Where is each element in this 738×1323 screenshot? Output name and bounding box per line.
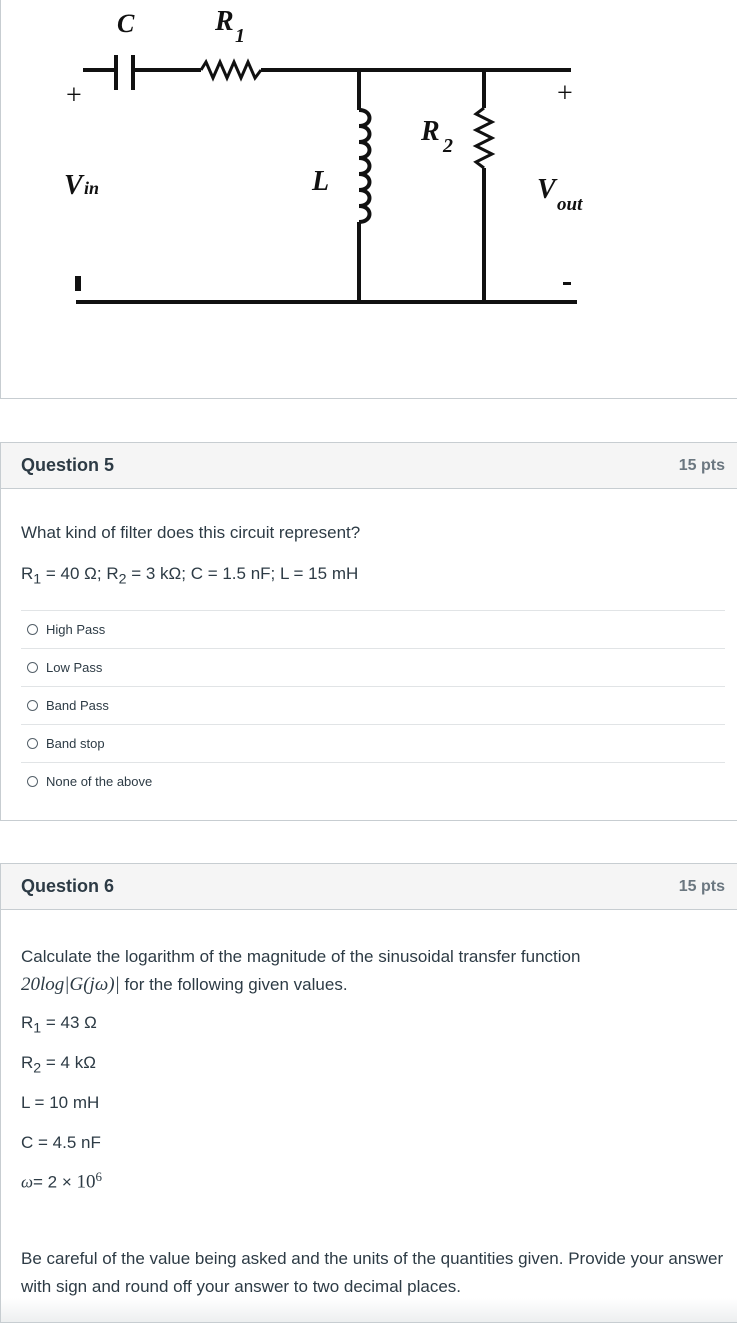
circuit-panel [0, 0, 737, 399]
inductor-l [359, 110, 370, 222]
q5-r2-label: R [106, 564, 119, 583]
radio-button[interactable] [27, 738, 38, 749]
question-5-answers [21, 610, 725, 800]
q6-omega-exp: 6 [95, 1169, 103, 1184]
label-r2: R [421, 116, 440, 147]
q6-omega-eq: = 2 × [33, 1172, 72, 1192]
label-vout: V [537, 174, 556, 205]
answer-option[interactable] [21, 762, 725, 800]
q6-prompt-line1: Calculate the logarithm of the magnitude of the sinusoidal transfer function [21, 947, 581, 966]
q6-r2-sub: 2 [33, 1060, 42, 1077]
question-5-values [21, 564, 358, 587]
answer-label: Band Pass [46, 698, 109, 713]
question-5-header [1, 443, 737, 489]
q6-r2-value: = 4 kΩ [41, 1053, 96, 1072]
q6-prompt-line2: for the following given values. [119, 975, 348, 994]
answer-option[interactable] [21, 724, 725, 762]
q5-r1-sub: 1 [33, 571, 42, 588]
question-5-points: 15 pts [678, 456, 725, 474]
q5-r2-value: = 3 kΩ; C = 1.5 nF; L = 15 mH [126, 564, 359, 583]
q6-r2-label: R [21, 1053, 34, 1072]
q6-r1-sub: 1 [33, 1020, 42, 1037]
radio-button[interactable] [27, 700, 38, 711]
q6-r1-label: R [21, 1013, 34, 1032]
question-6-title: Question 6 [21, 876, 115, 896]
q6-omega-symbol: ω [21, 1172, 34, 1192]
radio-button[interactable] [27, 776, 38, 787]
label-plus-out: + [557, 78, 573, 109]
answer-label: Band stop [46, 736, 105, 751]
q6-formula: 20log|G(jω)| [21, 974, 120, 995]
question-6-points: 15 pts [678, 877, 725, 895]
q6-r1 [21, 1013, 97, 1036]
answer-label: Low Pass [46, 660, 103, 675]
label-minus-out-mark [563, 282, 571, 285]
answer-option[interactable] [21, 610, 725, 648]
label-r1-sub: 1 [235, 25, 245, 47]
circuit-diagram [1, 0, 738, 399]
question-5 [0, 442, 737, 821]
q6-r1-value: = 43 Ω [41, 1013, 97, 1032]
question-5-title: Question 5 [21, 455, 115, 475]
q5-r1-label: R [21, 564, 34, 583]
label-c: C [117, 9, 135, 38]
q5-r2-sub: 2 [118, 571, 127, 588]
answer-option[interactable] [21, 648, 725, 686]
q6-note: Be careful of the value being asked and the units of the quantities given. Provide your answer with sign and round off your answer to two decimal places. [21, 1249, 724, 1296]
answer-option[interactable] [21, 686, 725, 724]
label-r2-sub: 2 [443, 135, 453, 157]
question-6-header [1, 864, 737, 910]
label-vout-sub: out [557, 194, 583, 215]
bottom-fade [1, 1298, 737, 1322]
q6-omega [21, 1169, 102, 1194]
q6-omega-base: 10 [76, 1171, 96, 1193]
question-6-prompt [21, 943, 721, 999]
question-5-prompt: What kind of filter does this circuit represent? [21, 523, 361, 542]
q6-l-value: L = 10 mH [21, 1093, 100, 1112]
q5-r1-value: = 40 Ω; [41, 564, 107, 583]
label-plus-in: + [66, 80, 82, 111]
label-vin-sub: in [84, 178, 100, 198]
question-6 [0, 863, 737, 1323]
q6-c-value: C = 4.5 nF [21, 1133, 101, 1152]
label-r1: R [215, 6, 234, 37]
answer-label: None of the above [46, 774, 153, 789]
resistor-r2 [476, 108, 492, 168]
label-l: L [312, 166, 330, 197]
label-minus-in-mark [75, 276, 81, 291]
label-vin: V [64, 170, 83, 201]
radio-button[interactable] [27, 624, 38, 635]
q6-r2 [21, 1053, 96, 1076]
resistor-r1 [201, 62, 261, 78]
radio-button[interactable] [27, 662, 38, 673]
answer-label: High Pass [46, 622, 106, 637]
